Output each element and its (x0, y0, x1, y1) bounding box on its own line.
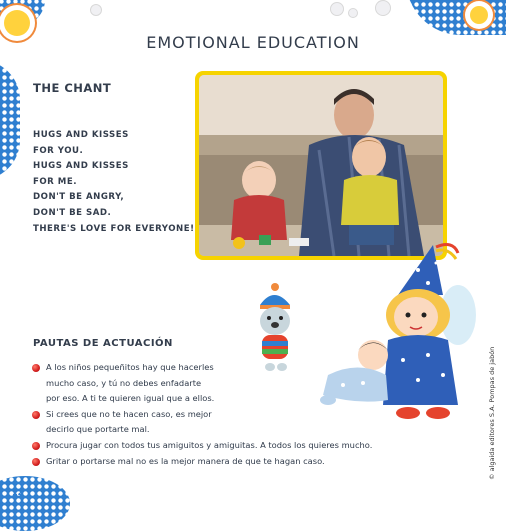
chant-line: FOR ME. (33, 176, 77, 187)
family-photo (195, 71, 447, 260)
pautas-heading: PAUTAS DE ACTUACIÓN (33, 338, 173, 349)
chant-line: HUGS AND KISSES (33, 161, 129, 172)
flower-decoration-icon (470, 6, 488, 24)
red-bullet-icon (32, 442, 40, 450)
list-item (31, 454, 426, 470)
list-item-text: Procura jugar con todos tus amiguitos y amiguitas. A todos los quieres mucho. (46, 439, 373, 450)
soap-bubble-icon (90, 4, 102, 16)
polka-dot-decoration-bottom-left (0, 476, 70, 531)
page-title: EMOTIONAL EDUCATION (146, 33, 360, 52)
list-item-text: Si crees que no te hacen caso, es mejor (46, 408, 212, 419)
chant-line: HUGS AND KISSES (33, 130, 129, 140)
red-bullet-icon (32, 411, 40, 419)
chant-line: DON'T BE ANGRY, (33, 192, 125, 203)
list-item (31, 360, 426, 407)
list-item (31, 438, 426, 454)
page-number: 12 (12, 488, 24, 497)
soap-bubble-icon (375, 0, 391, 16)
copyright-notice: © algaida editores S.A. Pompas de jabón (488, 346, 496, 480)
pautas-list (31, 360, 426, 469)
family-photo-illustration (199, 75, 443, 256)
soap-bubble-icon (330, 2, 344, 16)
polka-dot-decoration-top-right (406, 0, 506, 35)
red-bullet-icon (32, 458, 40, 466)
list-item-text: por eso. A ti te quieren igual que a ellos. (46, 393, 215, 404)
list-item-text: A los niños pequeñitos hay que hacerles (46, 362, 214, 372)
polka-dot-decoration-left (0, 60, 20, 180)
list-item-text: Gritar o portarse mal no es la mejor manera de que te hagan caso. (46, 455, 325, 466)
chant-text (33, 128, 195, 237)
list-item-text: mucho caso, y tú no debes enfadarte (46, 377, 202, 388)
chant-line: FOR YOU. (33, 145, 84, 156)
list-item (31, 407, 426, 438)
chant-line: THERE'S LOVE FOR EVERYONE! (33, 223, 195, 234)
soap-bubble-icon (348, 8, 358, 18)
chant-heading: THE CHANT (33, 81, 112, 95)
red-bullet-icon (32, 364, 40, 372)
list-item-text: decirlo que portarte mal. (46, 424, 150, 435)
chant-line: DON'T BE SAD. (33, 207, 112, 218)
